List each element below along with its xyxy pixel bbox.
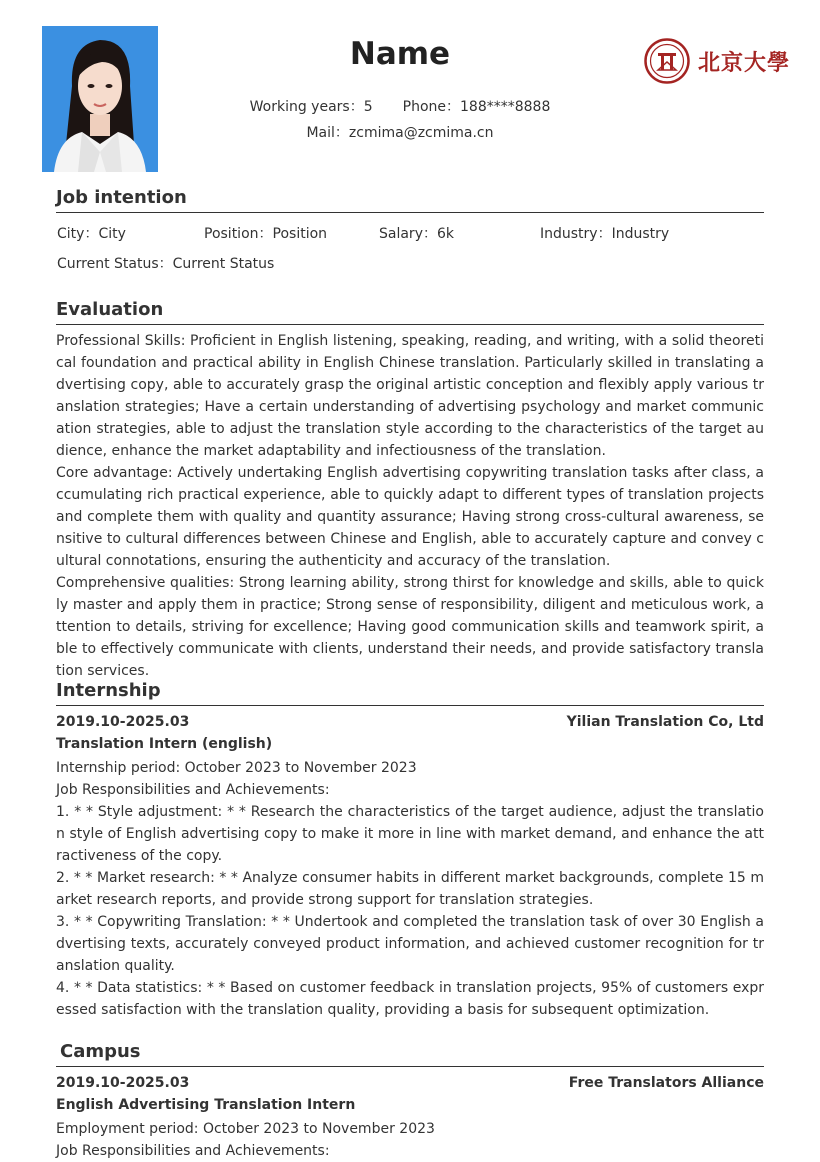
internship-line: 3. * * Copywriting Translation: * * Undertook and completed the translation task of over 30 English advertising texts, accurately conveyed product information, and achieved customer recognition for translation quality. — [56, 914, 764, 974]
internship-line: Job Responsibilities and Achievements: — [56, 782, 330, 798]
current-status-field — [57, 249, 274, 279]
city-label: City： — [57, 226, 99, 242]
campus-line: Job Responsibilities and Achievements: — [56, 1143, 330, 1159]
internship-company: Yilian Translation Co, Ltd — [566, 714, 764, 730]
city-value: City — [98, 226, 126, 242]
internship-line: 2. * * Market research: * * Analyze consumer habits in different market backgrounds, complete 15 market research reports, and provide strong support for translation strategies. — [56, 870, 764, 908]
position-label: Position： — [204, 226, 273, 242]
evaluation-paragraph: Core advantage: Actively undertaking English advertising copywriting translation tasks after class, accumulating rich practical experience, able to quickly adapt to different types of translation projects and complete them with quality and quantity assurance; Having strong cross-cultural awareness, sensitive to cultural differences between Chinese and English, able to accurately capture and convey cultural connotations, ensuring the authenticity and accuracy of the translation. — [56, 465, 764, 569]
industry-value: Industry — [611, 226, 670, 242]
portrait-image — [42, 26, 158, 172]
current-status-value: Current Status — [172, 256, 275, 272]
position-value: Position — [272, 226, 328, 242]
university-name-logotype: 北京大學 — [698, 49, 791, 76]
working-years-value: 5 — [363, 99, 373, 115]
evaluation-body — [56, 330, 764, 682]
campus-organization: Free Translators Alliance — [568, 1075, 764, 1091]
job-intention-row-1 — [56, 219, 764, 249]
contact-line-1 — [160, 96, 640, 116]
salary-label: Salary： — [379, 226, 437, 242]
phone-value: 188****8888 — [460, 99, 551, 115]
evaluation-paragraph: Comprehensive qualities: Strong learning ability, strong thirst for knowledge and skills, able to quickly master and apply them in practice; Strong sense of responsibility, diligent and meticulous work, attention to details, striving for excellence; Having good communication skills and teamwork spirit, able to effectively communicate with clients, understand their needs, and provide satisfactory translation services. — [56, 575, 764, 679]
campus-title: Campus — [56, 1038, 764, 1067]
job-intention-section — [56, 184, 764, 279]
internship-entry — [56, 711, 764, 1021]
campus-date: 2019.10-2025.03 — [56, 1075, 190, 1091]
internship-entry-header — [56, 711, 764, 733]
salary-value: 6k — [436, 226, 454, 242]
contact-line-2 — [160, 122, 640, 142]
industry-field — [540, 219, 669, 249]
working-years-label: Working years： — [249, 99, 364, 115]
campus-section — [56, 1038, 764, 1162]
internship-role: Translation Intern (english) — [56, 736, 273, 752]
university-logo — [644, 37, 794, 85]
job-intention-row-2 — [56, 249, 764, 279]
internship-line: 1. * * Style adjustment: * * Research the characteristics of the target audience, adjust the translation style of English advertising copy to make it more in line with market demand, and enhance the attractiveness of the copy. — [56, 804, 764, 864]
evaluation-title: Evaluation — [56, 296, 764, 325]
evaluation-paragraph: Professional Skills: Proficient in English listening, speaking, reading, and writing, with a solid theoretical foundation and practical ability in English Chinese translation. Particularly skilled in translating advertising copy, able to accurately grasp the original artistic conception and flexibly apply various translation strategies; Have a certain understanding of advertising psychology and market communication strategies, able to adjust the translation style according to the characteristics of the target audience, enhance the market adaptability and infectiousness of the translation. — [56, 333, 764, 459]
campus-entry — [56, 1072, 764, 1162]
internship-date: 2019.10-2025.03 — [56, 714, 190, 730]
profile-photo — [42, 26, 158, 172]
internship-title: Internship — [56, 677, 764, 706]
campus-line: Employment period: October 2023 to November 2023 — [56, 1121, 435, 1137]
city-field — [57, 219, 126, 249]
internship-line: 4. * * Data statistics: * * Based on customer feedback in translation projects, 95% of customers expressed satisfaction with the translation quality, providing a basis for subsequent optimization. — [56, 980, 764, 1018]
job-intention-title: Job intention — [56, 184, 764, 213]
candidate-name: Name — [349, 36, 451, 72]
campus-entry-header — [56, 1072, 764, 1094]
internship-section — [56, 677, 764, 1021]
evaluation-section — [56, 296, 764, 682]
salary-field — [379, 219, 454, 249]
university-seal-icon — [644, 38, 690, 84]
campus-role: English Advertising Translation Intern — [56, 1097, 356, 1113]
mail-label: Mail： — [306, 125, 349, 141]
internship-line: Internship period: October 2023 to November 2023 — [56, 760, 417, 776]
industry-label: Industry： — [540, 226, 612, 242]
mail-value: zcmima@zcmima.cn — [348, 125, 494, 141]
phone-label: Phone： — [402, 99, 460, 115]
current-status-label: Current Status： — [57, 256, 173, 272]
position-field — [204, 219, 327, 249]
